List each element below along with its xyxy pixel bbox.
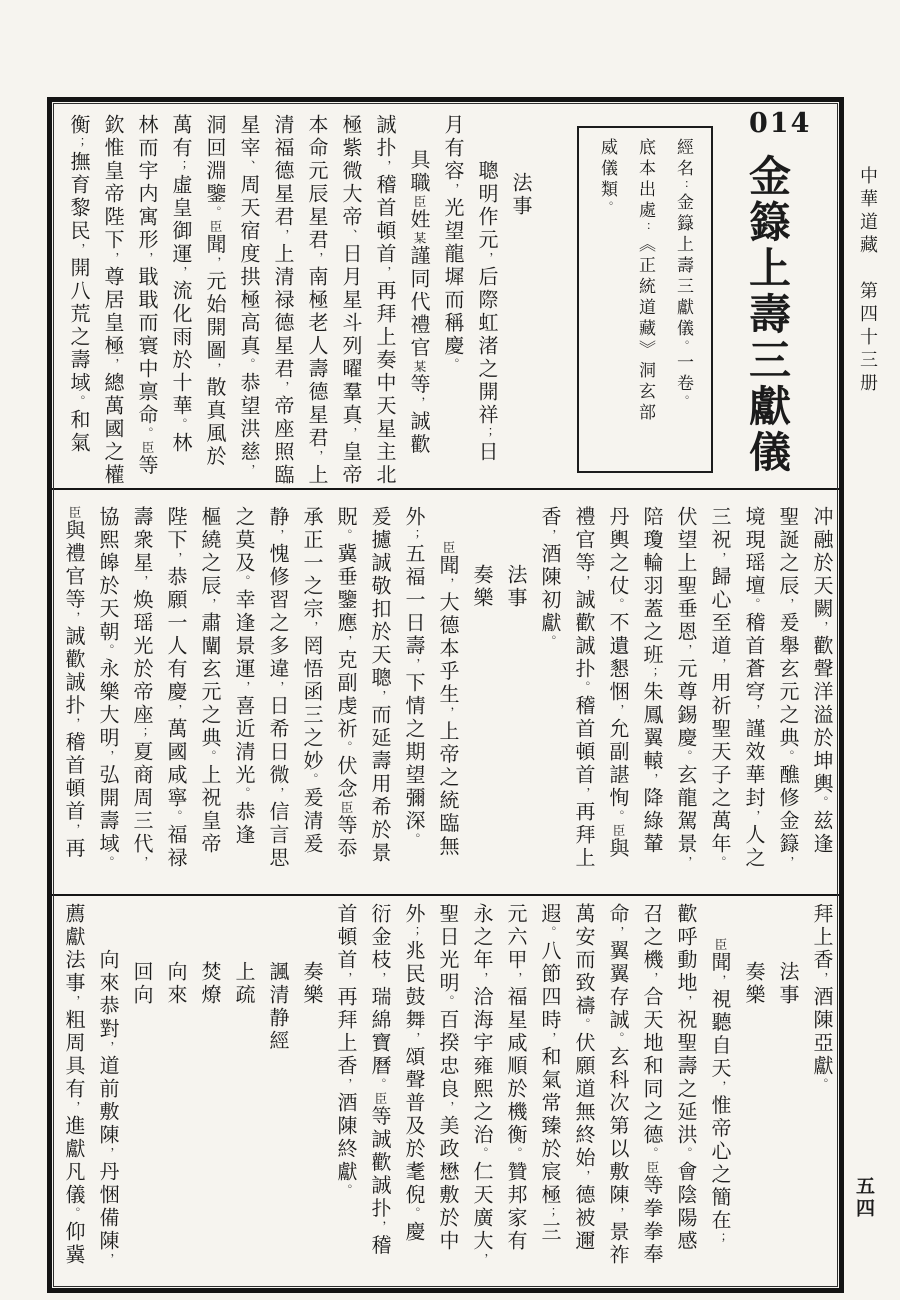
- text-column: 陪瓊輪羽蓋之班；朱鳳翼轅，降綠輦: [640, 506, 664, 856]
- punctuation-mark: 。: [441, 995, 455, 1009]
- text-column: 具職臣姓某謹同代禮官某等，誠歡: [407, 149, 431, 457]
- punctuation-mark: 。: [611, 1032, 625, 1046]
- punctuation-mark: ，: [378, 266, 392, 280]
- text-column: 聖日光明。百揆忠良，美政懋敷於中: [436, 903, 460, 1253]
- punctuation-mark: 。: [543, 635, 557, 649]
- text-column: 洞回淵鑒。臣聞，元始開圖，散真風於: [203, 114, 227, 469]
- text-column: 召之機，合天地和同之德。臣等拳拳奉: [640, 903, 664, 1267]
- punctuation-mark: ，: [543, 529, 557, 543]
- text-column: 静，愧修習之多違，日希日微，信言思: [266, 506, 290, 870]
- section-top-text: [60, 114, 538, 488]
- punctuation-mark: ，: [378, 160, 392, 174]
- text-column: 外；五福一日壽，下情之期望彌深。: [402, 506, 426, 847]
- punctuation-mark: ，: [310, 450, 324, 464]
- punctuation-mark: 。: [713, 856, 727, 870]
- punctuation-mark: ，: [271, 787, 285, 801]
- text-column: 向來恭對，道前敷陳，丹悃備陳，: [96, 949, 120, 1267]
- punctuation-mark: ，: [276, 229, 290, 243]
- text-column: 奏樂: [742, 961, 766, 1007]
- punctuation-mark: ，: [679, 856, 693, 870]
- page-border-frame: [47, 97, 844, 1293]
- text-column: 威儀類。: [597, 138, 617, 214]
- punctuation-mark: 。: [242, 358, 256, 372]
- punctuation-mark: ，: [577, 1170, 591, 1184]
- text-column: 丹輿之仗。不遺懇悃，允副諶恂。臣與: [606, 506, 630, 861]
- text-column: 永之年，洽海宇雍熙之治。仁天廣大，: [470, 903, 494, 1267]
- small-inline-annotation: 某: [412, 231, 427, 245]
- text-column: 林而宇内寓形，戢戢而寰中禀命。臣等: [135, 114, 159, 478]
- punctuation-mark: ，: [373, 972, 387, 986]
- punctuation-mark: ，: [645, 972, 659, 986]
- punctuation-mark: 。: [101, 644, 115, 658]
- small-inline-annotation: 臣: [208, 220, 223, 234]
- small-inline-annotation: 某: [412, 360, 427, 374]
- punctuation-mark: ，: [169, 552, 183, 566]
- punctuation-mark: ，: [611, 704, 625, 718]
- punctuation-mark: ，: [174, 266, 188, 280]
- punctuation-mark: 。: [407, 1207, 421, 1221]
- punctuation-mark: ；: [645, 667, 659, 681]
- text-column: 樞繞之辰，肅闡玄元之典。上祝皇帝: [198, 506, 222, 856]
- punctuation-mark: ，: [815, 621, 829, 635]
- text-column: 經名：金籙上壽三獻儀。一卷。: [673, 138, 693, 408]
- edition-note-box: [577, 126, 713, 473]
- punctuation-mark: ，: [203, 598, 217, 612]
- punctuation-mark: ，: [645, 773, 659, 787]
- punctuation-mark: 。: [577, 1018, 591, 1032]
- punctuation-mark: ，: [475, 1253, 489, 1267]
- punctuation-mark: ，: [67, 717, 81, 732]
- punctuation-mark: 、: [344, 229, 358, 243]
- small-inline-annotation: 臣: [140, 441, 155, 455]
- punctuation-mark: ，: [373, 1220, 387, 1235]
- punctuation-mark: 、: [242, 160, 256, 174]
- punctuation-mark: 。: [611, 598, 625, 612]
- punctuation-mark: 。: [475, 1147, 489, 1161]
- punctuation-mark: ，: [747, 810, 761, 824]
- text-column: 元六甲，福星咸順於機衡。贊邦家有: [504, 903, 528, 1253]
- punctuation-mark: 。: [72, 395, 86, 409]
- punctuation-mark: ；: [480, 427, 494, 441]
- text-column: 禮官等，誠歡誠扑。稽首頓首，再拜上: [572, 506, 596, 870]
- punctuation-mark: 。: [208, 206, 222, 220]
- small-inline-annotation: 臣: [412, 195, 427, 209]
- punctuation-mark: ，: [611, 1207, 625, 1221]
- punctuation-mark: 。: [611, 810, 625, 824]
- punctuation-mark: ，: [135, 575, 149, 589]
- punctuation-mark: 。: [237, 787, 251, 801]
- text-column: 誠扑，稽首頓首，再拜上奏中天星主北: [373, 114, 397, 487]
- punctuation-mark: ，: [441, 1101, 455, 1115]
- text-column: 衡；撫育黎民，開八荒之壽域。和氣: [67, 114, 91, 455]
- punctuation-mark: 。: [305, 773, 319, 787]
- punctuation-mark: 。: [67, 1207, 81, 1221]
- text-column: 爰攄誠敬扣於天聰，而延壽用希於景: [368, 506, 392, 865]
- punctuation-mark: ，: [446, 183, 460, 197]
- punctuation-mark: ，: [101, 750, 115, 764]
- punctuation-mark: ，: [237, 681, 251, 695]
- text-column: 首頓首，再拜上香，酒陳終獻。: [334, 903, 358, 1198]
- text-column: 聰明作元，后際虹渚之開祥；日: [475, 160, 499, 464]
- punctuation-mark: ，: [310, 252, 324, 266]
- text-column: 月有容，光望龍墀而稱慶。: [441, 114, 465, 372]
- punctuation-mark: 。: [781, 750, 795, 764]
- text-column: 冲融於天闕，歡聲洋溢於坤輿。兹逢: [810, 506, 834, 856]
- punctuation-mark: ，: [242, 464, 256, 478]
- punctuation-mark: ，: [713, 974, 727, 989]
- punctuation-mark: 。: [203, 750, 217, 764]
- punctuation-mark: ，: [713, 658, 727, 672]
- punctuation-mark: 。: [373, 1078, 387, 1092]
- punctuation-mark: ，: [407, 658, 421, 672]
- section-divider-line: [52, 894, 839, 896]
- punctuation-mark: 。: [747, 598, 761, 612]
- text-column: 之莫及。幸逢景運，喜近清光。恭逢: [232, 506, 256, 847]
- punctuation-mark: ，: [373, 690, 387, 704]
- punctuation-mark: 。: [577, 681, 591, 695]
- text-column: 奏樂: [300, 961, 324, 1007]
- small-inline-annotation: 臣: [373, 1092, 388, 1106]
- punctuation-mark: ，: [475, 972, 489, 986]
- punctuation-mark: ；: [543, 1207, 557, 1221]
- punctuation-mark: 。: [174, 418, 188, 432]
- small-inline-annotation: 臣: [611, 824, 626, 838]
- punctuation-mark: ，: [815, 972, 829, 986]
- punctuation-mark: ，: [577, 787, 591, 801]
- doc-number: 014: [749, 108, 812, 139]
- text-column: 欽惟皇帝陛下，尊居皇極，總萬國之權: [101, 114, 125, 487]
- text-column: 伏望上聖垂恩，元尊錫慶。玄龍駕景，: [674, 506, 698, 870]
- punctuation-mark: ，: [276, 381, 290, 395]
- punctuation-mark: ：: [677, 180, 690, 193]
- small-inline-annotation: 臣: [645, 1161, 660, 1175]
- punctuation-mark: 。: [169, 810, 183, 824]
- punctuation-mark: ，: [339, 972, 353, 986]
- punctuation-mark: ，: [169, 704, 183, 718]
- text-column: 遐。八節四時，和氣常臻於宸極；三: [538, 903, 562, 1244]
- text-column: 向來: [164, 961, 188, 1007]
- text-column: 三祝，歸心至道，用祈聖天子之萬年。: [708, 506, 732, 870]
- text-column: 陛下，恭願一人有慶，萬國咸寧。福禄: [164, 506, 188, 870]
- text-column: 聖誕之辰，爰舉玄元之典。醮修金籙，: [776, 506, 800, 870]
- text-column: 壽衆星，焕瑶光於帝座；夏商周三代，: [130, 506, 154, 870]
- punctuation-mark: ，: [713, 1080, 727, 1095]
- punctuation-mark: ，: [577, 575, 591, 589]
- punctuation-mark: ，: [271, 529, 285, 543]
- text-column: 外；兆民鼓舞，頌聲普及於耄倪。慶: [402, 903, 426, 1244]
- punctuation-mark: ，: [72, 243, 86, 257]
- punctuation-mark: ，: [781, 598, 795, 612]
- text-column: 命，翼翼存誠。玄科次第以敷陳，景祚: [606, 903, 630, 1267]
- punctuation-mark: 。: [509, 1147, 523, 1161]
- punctuation-mark: 。: [140, 427, 154, 441]
- section-bottom-text: [56, 903, 839, 1285]
- punctuation-mark: 。: [543, 926, 557, 940]
- punctuation-mark: 。: [677, 395, 690, 408]
- punctuation-mark: ；: [407, 926, 421, 940]
- punctuation-mark: 。: [677, 340, 690, 353]
- punctuation-mark: ，: [407, 1032, 421, 1046]
- text-column: 協熙皞於天朝。永樂大明，弘開壽域。: [96, 506, 120, 870]
- punctuation-mark: ，: [101, 1147, 115, 1161]
- small-inline-annotation: 臣: [339, 801, 354, 815]
- punctuation-mark: ，: [781, 856, 795, 870]
- punctuation-mark: 。: [815, 1078, 829, 1092]
- text-column: 本命元辰星君，南極老人壽德星君，上: [305, 114, 329, 487]
- punctuation-mark: ，: [208, 362, 222, 377]
- text-column: 萬有；虛皇御運，流化雨於十華。林: [169, 114, 193, 455]
- punctuation-mark: ，: [344, 427, 358, 441]
- text-column: 衍金枝，瑞綿寶曆。臣等誠歡誠扑，稽: [368, 903, 392, 1258]
- punctuation-mark: ，: [339, 1078, 353, 1092]
- punctuation-mark: ；: [713, 1232, 727, 1247]
- punctuation-mark: ，: [67, 1101, 81, 1115]
- text-column: 上疏: [232, 961, 256, 1007]
- page-number: 五四: [853, 1176, 875, 1220]
- punctuation-mark: ，: [679, 995, 693, 1009]
- text-column: 諷清静經: [266, 961, 290, 1053]
- text-column: 星宰、周天宿度拱極高真。恭望洪慈，: [237, 114, 261, 478]
- punctuation-mark: ，: [412, 396, 426, 411]
- punctuation-mark: ，: [543, 1032, 557, 1046]
- volume-label: 中華道藏 第四十三册: [857, 166, 878, 396]
- text-column: 拜上香，酒陳亞獻。: [810, 903, 834, 1092]
- section-divider-line: [52, 488, 839, 490]
- text-column: 境現瑶壇。稽首蒼穹，謹效華封，人之: [742, 506, 766, 870]
- punctuation-mark: ，: [106, 252, 120, 266]
- punctuation-mark: ，: [305, 621, 319, 635]
- punctuation-mark: 。: [339, 529, 353, 543]
- text-column: 臣聞，大德本乎生，上帝之統臨無: [436, 541, 460, 859]
- text-column: 法事: [776, 961, 800, 1007]
- punctuation-mark: ，: [747, 704, 761, 718]
- punctuation-mark: ，: [67, 995, 81, 1009]
- punctuation-mark: ，: [101, 1253, 115, 1267]
- punctuation-mark: ，: [509, 972, 523, 986]
- punctuation-mark: ，: [441, 577, 455, 592]
- punctuation-mark: 。: [679, 1147, 693, 1161]
- punctuation-mark: 。: [815, 796, 829, 810]
- text-column: 薦獻法事，粗周具有，進獻凡儀。仰冀: [62, 903, 86, 1267]
- text-column: 極紫微大帝、日月星斗列曜羣真，皇帝: [339, 114, 363, 487]
- punctuation-mark: ，: [679, 644, 693, 658]
- punctuation-mark: 。: [101, 856, 115, 870]
- punctuation-mark: ；: [174, 160, 188, 174]
- text-column: 焚燎: [198, 961, 222, 1007]
- punctuation-mark: 。: [339, 1184, 353, 1198]
- punctuation-mark: ，: [271, 681, 285, 695]
- text-column: 奏樂: [470, 564, 494, 610]
- punctuation-mark: ；: [135, 727, 149, 741]
- punctuation-mark: ，: [480, 252, 494, 266]
- text-column: 法事: [509, 172, 533, 218]
- punctuation-mark: ，: [106, 358, 120, 372]
- punctuation-mark: 。: [407, 833, 421, 847]
- text-column: 底本出處：《正統道藏》洞玄部: [635, 138, 655, 424]
- punctuation-mark: ，: [339, 635, 353, 649]
- text-column: 貺。冀垂鑒應，克副虔祈。伏念臣等忝: [334, 506, 358, 861]
- small-inline-annotation: 臣: [67, 506, 82, 520]
- text-column: 臣與禮官等，誠歡誠扑，稽首頓首，再: [62, 506, 86, 861]
- punctuation-mark: ：: [639, 222, 652, 235]
- text-column: 歡呼動地，祝聖壽之延洪。會陰陽感: [674, 903, 698, 1253]
- small-inline-annotation: 臣: [713, 938, 728, 952]
- text-column: 法事: [504, 564, 528, 610]
- punctuation-mark: ，: [67, 611, 81, 626]
- punctuation-mark: 。: [237, 575, 251, 589]
- punctuation-mark: 。: [645, 1147, 659, 1161]
- punctuation-mark: ；: [72, 137, 86, 151]
- text-column: 回向: [130, 961, 154, 1007]
- text-column: 香，酒陳初獻。: [538, 506, 562, 649]
- punctuation-mark: 。: [446, 358, 460, 372]
- punctuation-mark: ，: [611, 926, 625, 940]
- punctuation-mark: ，: [140, 252, 154, 266]
- main-title: 金籙上壽三獻儀: [743, 154, 792, 476]
- punctuation-mark: ；: [407, 529, 421, 543]
- text-column: 萬安而致禱。伏願道無終始，德被邇: [572, 903, 596, 1253]
- small-inline-annotation: 臣: [441, 541, 456, 555]
- punctuation-mark: ，: [441, 706, 455, 721]
- text-column: 承正一之宗，罔悟函三之妙。爰清爰: [300, 506, 324, 856]
- punctuation-mark: ，: [101, 1041, 115, 1055]
- punctuation-mark: ，: [713, 552, 727, 566]
- section-middle-text: [56, 506, 839, 886]
- text-column: 清福德星君，上清禄德星君，帝座照臨: [271, 114, 295, 487]
- punctuation-mark: 。: [679, 750, 693, 764]
- punctuation-mark: ，: [208, 256, 222, 271]
- punctuation-mark: 。: [339, 741, 353, 755]
- punctuation-mark: ，: [135, 856, 149, 870]
- punctuation-mark: ，: [67, 823, 81, 838]
- punctuation-mark: 。: [601, 201, 614, 214]
- text-column: 臣聞，視聽自天，惟帝心之簡在；: [708, 938, 732, 1247]
